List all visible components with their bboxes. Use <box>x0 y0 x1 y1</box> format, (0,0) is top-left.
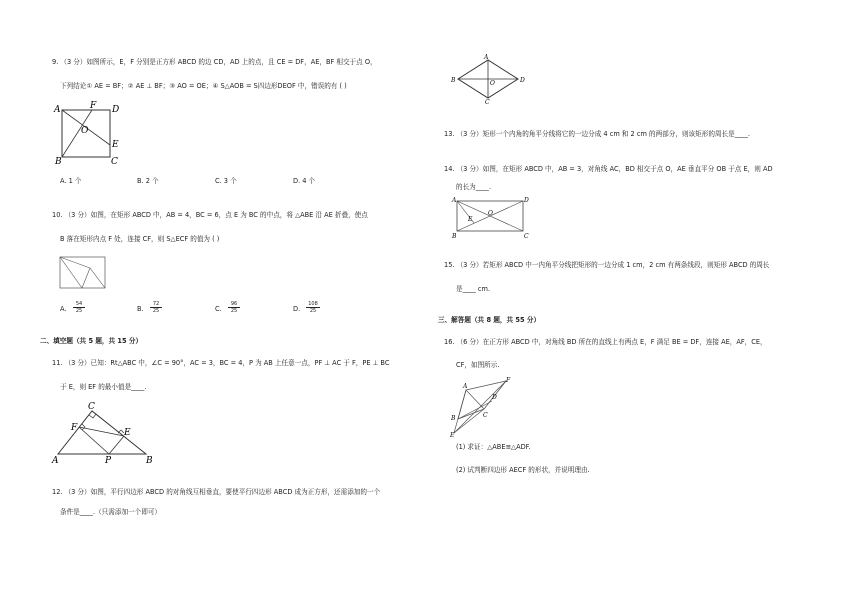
q9-option-a: A. 1 个 <box>60 177 82 185</box>
q12-stem-line2: 条件是____.（只需添加一个即可） <box>60 508 162 516</box>
q10-option-c-denominator: 25 <box>230 308 238 314</box>
q10-option-d-numerator: 108 <box>306 301 320 308</box>
q9-label-b: B <box>55 157 62 166</box>
q16-label-c: C <box>483 412 488 419</box>
q11-label-f: F <box>71 423 78 433</box>
q14-stem-line2: 的长为____. <box>456 183 492 191</box>
q10-option-d-fraction <box>306 301 320 314</box>
q10-option-d-letter: D. <box>293 305 301 313</box>
q16-subquestion-1: (1) 求证：△ABE≌△ADF. <box>456 443 531 451</box>
q14-label-o: O <box>488 210 493 217</box>
q14-stem-line1: 14. （3 分）如图，在矩形 ABCD 中，AB = 3，对角线 AC，BD 相交于点 O，AE 垂直平分 OB 于点 E，则 AD <box>444 165 773 173</box>
q10-option-d-denominator: 25 <box>309 308 317 314</box>
q11-label-c: C <box>88 402 95 412</box>
q9-stem-line2: 下列结论① AE = BF；② AE ⊥ BF；③ AO = OE；④ S△AOB = S四边形DEOF 中，错误的有 ( ) <box>60 82 347 90</box>
q16-label-a: A <box>463 383 468 390</box>
q11-label-p: P <box>105 456 112 465</box>
q9-option-b: B. 2 个 <box>137 177 159 185</box>
q16-subquestion-2: (2) 试判断四边形 AECF 的形状，并说明理由. <box>456 466 590 474</box>
q12-label-c: C <box>485 99 490 104</box>
q14-label-d: D <box>524 197 529 204</box>
q10-stem-line2: B 落在矩形内点 F 处，连接 CF，则 S△ECF 的值为 ( ) <box>60 235 220 243</box>
q10-option-b-fraction <box>150 301 162 314</box>
q9-label-d: D <box>112 105 120 115</box>
q9-label-c: C <box>111 157 118 166</box>
q10-option-c-numerator: 96 <box>228 301 240 308</box>
section-solve-heading: 三、解答题（共 8 题，共 55 分） <box>438 316 541 324</box>
q12-label-b: B <box>451 77 456 84</box>
q11-label-b: B <box>146 456 153 465</box>
q12-figure <box>448 54 528 104</box>
q15-stem-line1: 15. （3 分）若矩形 ABCD 中一内角平分线把矩形的一边分成 1 cm，2 cm 有两条线段，则矩形 ABCD 的周长 <box>444 261 770 269</box>
q10-option-a-denominator: 25 <box>75 308 83 314</box>
q9-label-f: F <box>90 101 97 111</box>
q16-label-b: B <box>451 415 456 422</box>
q9-stem-line1: 9. （3 分）如图所示，E，F 分别是正方形 ABCD 的边 CD，AD 上的点，且 CE = DF，AE，BF 相交于点 O， <box>52 58 377 66</box>
q16-stem-line1: 16. （6 分）在正方形 ABCD 中，对角线 BD 所在的直线上有两点 E，F 满足 BE = DF，连接 AE，AF，CE， <box>444 338 767 346</box>
q12-stem-line1: 12. （3 分）如图，平行四边形 ABCD 的对角线互相垂直，要使平行四边形 ABCD 成为正方形，还需添加的一个 <box>52 488 381 496</box>
q10-figure <box>56 254 110 294</box>
q14-label-a: A <box>452 197 457 204</box>
q14-label-c: C <box>524 233 529 240</box>
q9-figure <box>50 100 130 166</box>
q10-option-b-numerator: 72 <box>150 301 162 308</box>
q10-option-a-numerator: 54 <box>73 301 85 308</box>
q9-option-d: D. 4 个 <box>293 177 316 185</box>
q10-option-b-denominator: 25 <box>152 308 160 314</box>
q10-option-c-fraction <box>228 301 240 314</box>
q16-stem-line2: CF，如图所示. <box>456 361 500 369</box>
q11-stem-line1: 11. （3 分）已知：Rt△ABC 中，∠C = 90°，AC = 3，BC = 4，P 为 AB 上任意一点，PF ⊥ AC 于 F，PE ⊥ BC <box>52 359 390 367</box>
q9-label-e: E <box>112 140 119 150</box>
q10-option-a-letter: A. <box>60 305 67 313</box>
q9-option-c: C. 3 个 <box>215 177 237 185</box>
q16-label-d: D <box>492 394 497 401</box>
q14-label-e: E <box>468 216 473 223</box>
q15-stem-line2: 是____ cm. <box>456 285 491 293</box>
q10-option-b-letter: B. <box>137 305 144 313</box>
q10-option-c-letter: C. <box>215 305 222 313</box>
q13-stem-line1: 13. （3 分）矩形一个内角的角平分线将它的一边分成 4 cm 和 2 cm 的两部分，则该矩形的周长是____. <box>444 130 750 138</box>
q11-label-e: E <box>124 428 131 438</box>
q11-stem-line2: 于 E，则 EF 的最小值是____. <box>60 383 147 391</box>
q10-option-a-fraction <box>73 301 85 314</box>
q12-label-a: A <box>484 54 489 61</box>
q9-label-o: O <box>81 126 89 136</box>
q16-label-f: F <box>506 377 511 384</box>
q14-label-b: B <box>452 233 457 240</box>
q10-stem-line1: 10. （3 分）如图，在矩形 ABCD 中，AB = 4，BC = 6，点 E 为 BC 的中点，将 △ABE 沿 AE 折叠，使点 <box>52 211 368 219</box>
section-fill-in-heading: 二、填空题（共 5 题，共 15 分） <box>40 337 143 345</box>
q9-label-a: A <box>54 105 61 115</box>
q11-figure <box>48 399 160 465</box>
q14-figure <box>450 196 530 240</box>
q11-label-a: A <box>52 456 59 465</box>
q12-label-o: O <box>490 80 495 87</box>
q12-label-d: D <box>520 77 525 84</box>
q16-label-e: E <box>450 432 455 437</box>
q16-figure <box>448 375 520 437</box>
